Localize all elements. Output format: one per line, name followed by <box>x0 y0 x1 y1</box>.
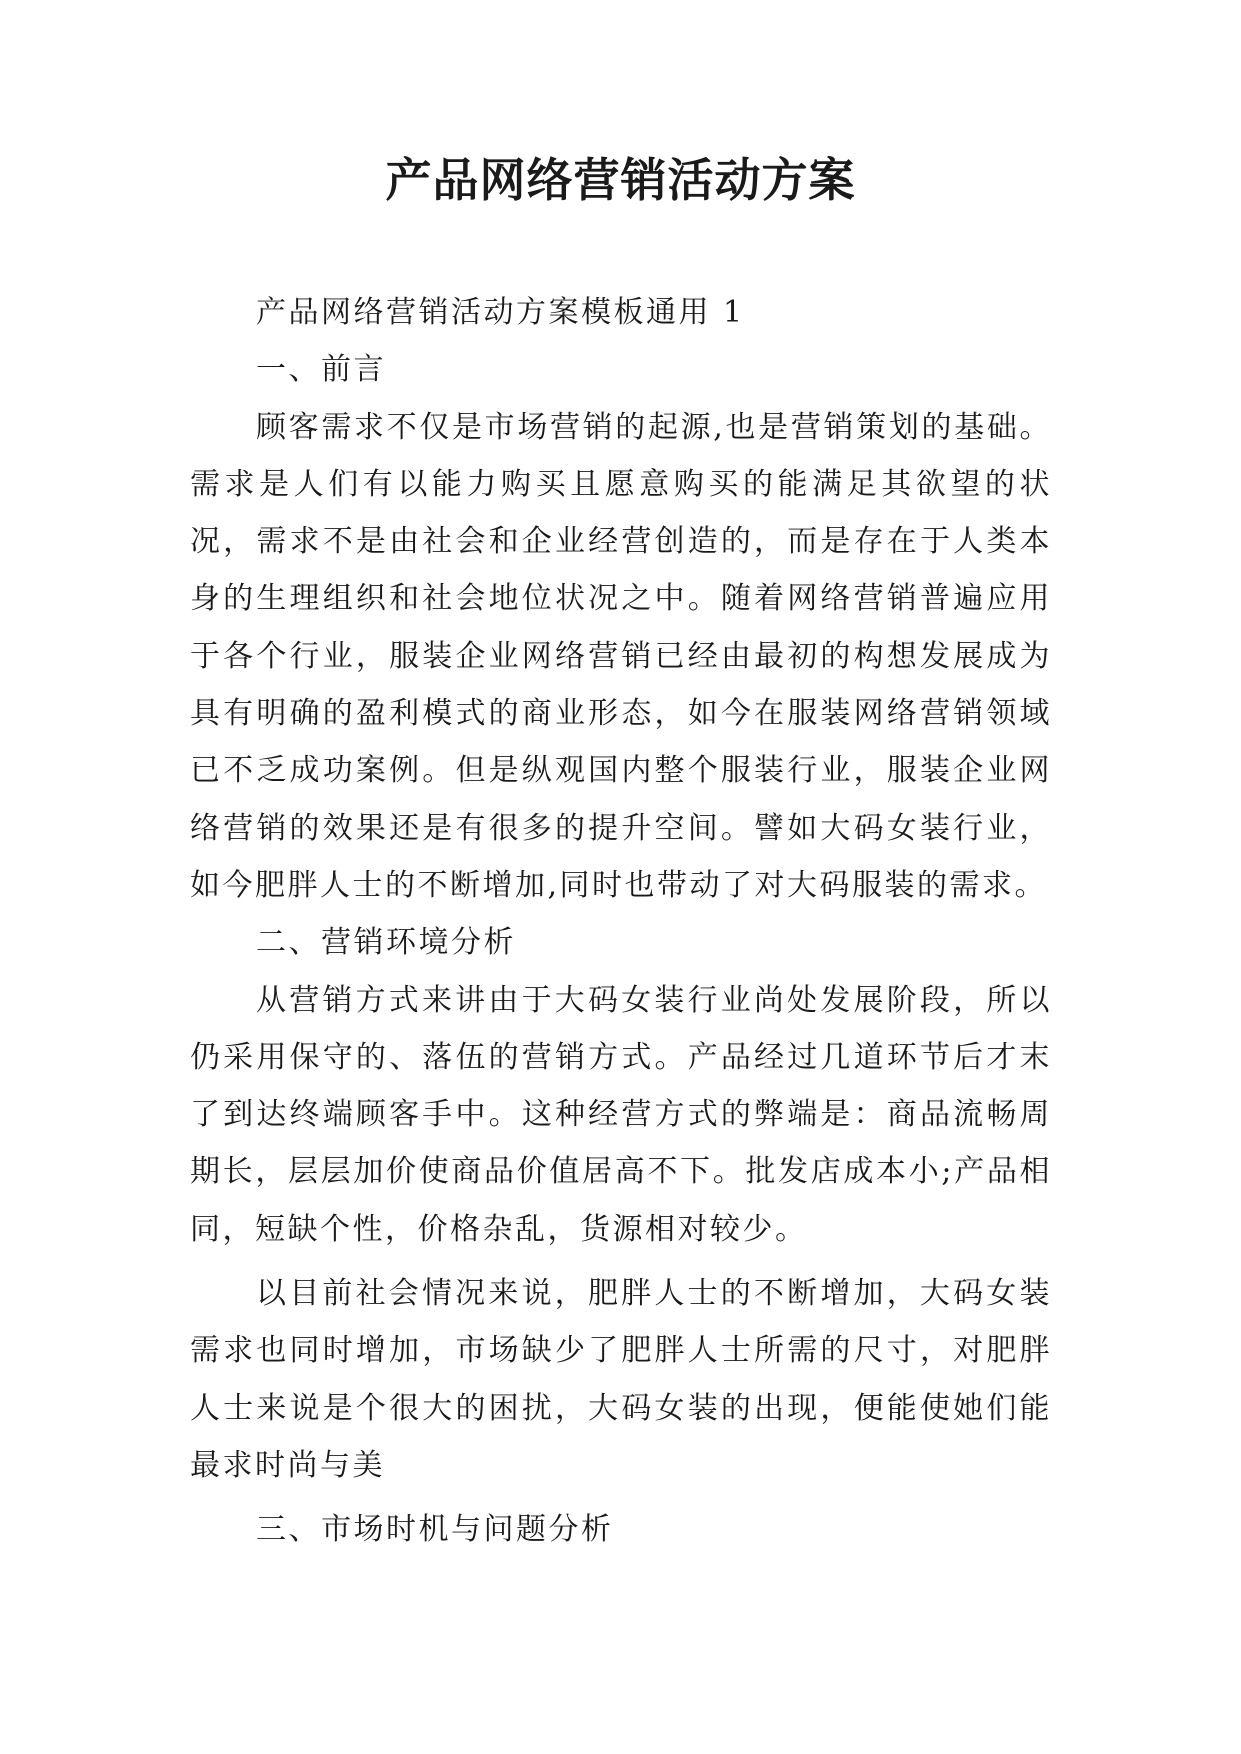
document-title: 产品网络营销活动方案 <box>385 153 856 207</box>
heading-market-opportunity: 三、市场时机与问题分析 <box>256 1512 614 1548</box>
paragraph-environment-2: 以目前社会情况来说，肥胖人士的不断增加，大码女装需求也同时增加，市场缺少了肥胖人士所需的尺寸，对肥胖人士来说是个很大的困扰，大码女装的出现，便能使她们能最求时尚与美 <box>190 1276 1052 1483</box>
paragraph-environment-1: 从营销方式来讲由于大码女装行业尚处发展阶段，所以仍采用保守的、落伍的营销方式。产品经过几道环节后才末了到达终端顾客手中。这种经营方式的弊端是：商品流畅周期长，层层加价使商品价值居高不下。批发店成本小;产品相同，短缺个性，价格杂乱，货源相对较少。 <box>190 982 1052 1247</box>
heading-preface: 一、前言 <box>256 352 386 388</box>
paragraph-preface: 顾客需求不仅是市场营销的起源,也是营销策划的基础。需求是人们有以能力购买且愿意购买的能满足其欲望的状况，需求不是由社会和企业经营创造的，而是存在于人类本身的生理组织和社会地位状况之中。随着网络营销普遍应用于各个行业，服装企业网络营销已经由最初的构想发展成为具有明确的盈利模式的商业形态，如今在服装网络营销领域已不乏成功案例。但是纵观国内整个服装行业，服装企业网络营销的效果还是有很多的提升空间。譬如大码女装行业，如今肥胖人士的不断增加,同时也带动了对大码服装的需求。 <box>190 409 1052 903</box>
paragraph-subtitle: 产品网络营销活动方案模板通用 1 <box>256 295 745 330</box>
document-body <box>190 284 1052 1559</box>
heading-environment-analysis: 二、营销环境分析 <box>256 925 516 961</box>
